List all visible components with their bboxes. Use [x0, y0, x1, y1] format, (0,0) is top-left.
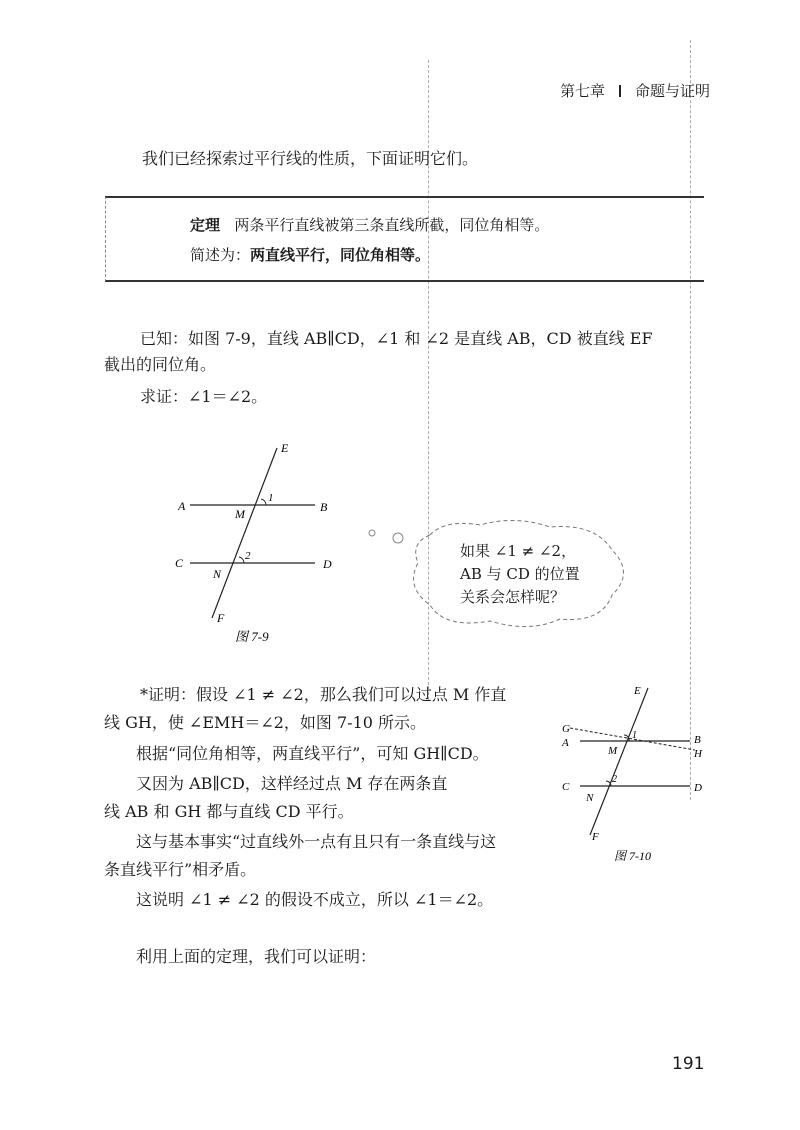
bubble-dot-large [393, 533, 403, 543]
label-d: D [694, 782, 702, 794]
label-angle-1: 1 [632, 730, 637, 741]
header-separator [619, 85, 621, 97]
theorem-short-line [190, 244, 430, 265]
given-line-2: 截出的同位角。 [104, 355, 217, 374]
label-m: M [608, 745, 618, 757]
bubble-line-3: 关系会怎样呢？ [460, 588, 566, 606]
caption-7-9: 图 7-9 [235, 629, 269, 644]
label-angle-2: 2 [245, 550, 251, 562]
proof-line-4: 又因为 AB∥CD，这样经过点 M 存在两条直 [136, 774, 448, 793]
label-e: E [281, 441, 289, 455]
proof-line-2: 线 GH，使 ∠EMH＝∠2，如图 7-10 所示。 [104, 713, 427, 732]
proof-line-8: 这说明 ∠1 ≠ ∠2 的假设不成立，所以 ∠1＝∠2。 [136, 890, 494, 909]
label-b: B [320, 500, 328, 514]
prove-statement: 求证：∠1＝∠2。 [140, 387, 268, 406]
angle-1-arc [261, 499, 266, 505]
label-h: H [694, 748, 702, 760]
label-d: D [323, 557, 332, 571]
label-e: E [634, 685, 641, 697]
running-header [560, 80, 710, 101]
label-g: G [562, 723, 570, 735]
bubble-dot-small [369, 530, 375, 536]
line-ef [212, 448, 277, 618]
bubble-line-1: 如果 ∠1 ≠ ∠2， [460, 542, 577, 560]
theorem-label: 定理 [190, 216, 221, 234]
chapter-title: 命题与证明 [635, 82, 711, 100]
label-f: F [217, 611, 225, 625]
theorem-statement: 两条平行直线被第三条直线所截，同位角相等。 [234, 216, 550, 234]
figure-7-10 [560, 680, 720, 870]
theorem-line [190, 214, 549, 235]
theorem-short-prefix: 简述为： [190, 246, 251, 264]
angle-2-arc [239, 557, 244, 563]
label-f: F [592, 831, 599, 843]
label-n: N [213, 567, 222, 581]
figure-7-9 [165, 436, 355, 646]
closing-text: 利用上面的定理，我们可以证明： [136, 947, 377, 966]
label-angle-1: 1 [268, 492, 274, 504]
label-m: M [235, 507, 245, 521]
intro-text: 我们已经探索过平行线的性质，下面证明它们。 [142, 149, 479, 168]
label-angle-2: 2 [612, 774, 617, 785]
label-b: B [694, 734, 701, 746]
label-a: A [562, 737, 569, 749]
page-number: 191 [672, 1054, 705, 1074]
proof-line-7: 条直线平行”相矛盾。 [104, 860, 257, 879]
theorem-box [105, 196, 704, 282]
line-ef [590, 688, 648, 835]
given-line-1: 已知：如图 7-9，直线 AB∥CD，∠1 和 ∠2 是直线 AB，CD 被直线 EF [140, 329, 653, 348]
proof-line-3: 根据“同位角相等，两直线平行”，可知 GH∥CD。 [136, 744, 489, 763]
proof-line-6: 这与基本事实“过直线外一点有且只有一条直线与这 [136, 832, 497, 851]
proof-line-1: *证明：假设 ∠1 ≠ ∠2，那么我们可以过点 M 作直 [140, 685, 507, 704]
label-c: C [562, 781, 570, 793]
theorem-short: 两直线平行，同位角相等。 [250, 246, 431, 264]
caption-7-10: 图 7-10 [614, 849, 651, 863]
label-n: N [586, 792, 594, 804]
label-c: C [175, 556, 184, 570]
chapter-label: 第七章 [560, 82, 606, 100]
proof-line-5: 线 AB 和 GH 都与直线 CD 平行。 [104, 802, 354, 821]
label-a: A [178, 499, 186, 513]
bubble-line-2: AB 与 CD 的位置 [460, 565, 580, 583]
